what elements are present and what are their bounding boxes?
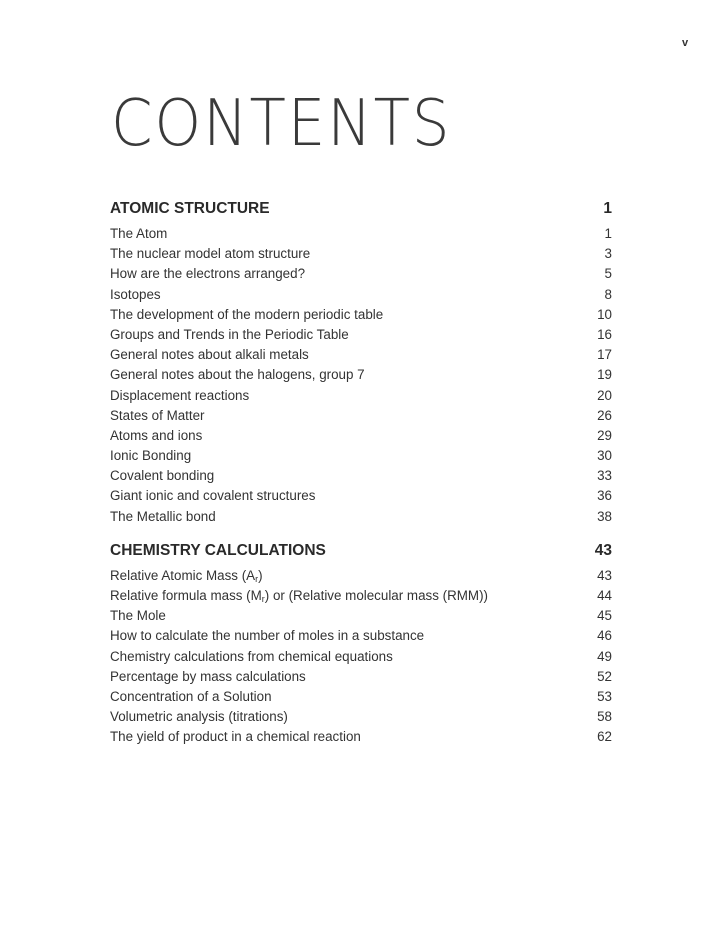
entry-label: Relative Atomic Mass $(A_r)$ bbox=[110, 567, 263, 584]
toc-entry[interactable] bbox=[110, 285, 612, 305]
entry-label: Percentage by mass calculations bbox=[110, 668, 306, 684]
entry-page: 49 bbox=[597, 648, 612, 664]
toc-entry[interactable] bbox=[110, 365, 612, 385]
entry-label: Relative formula mass $(M_r)$ or (Relative molecular mass (RMM)) bbox=[110, 588, 488, 604]
toc-entry[interactable] bbox=[110, 507, 612, 527]
entry-label: How are the electrons arranged? bbox=[110, 266, 306, 282]
toc-entry[interactable] bbox=[110, 264, 612, 284]
entry-page: 20 bbox=[597, 387, 612, 403]
entry-page: 43 bbox=[597, 567, 612, 583]
page-title: CONTENTS bbox=[111, 87, 452, 161]
toc-entry[interactable] bbox=[110, 566, 612, 586]
entry-page: 52 bbox=[597, 668, 612, 684]
entry-page: 17 bbox=[597, 347, 612, 363]
toc-section-atomic-structure bbox=[110, 199, 612, 527]
section-title: ATOMIC STRUCTURE bbox=[110, 200, 270, 217]
toc-entry[interactable] bbox=[110, 305, 612, 325]
section-heading[interactable] bbox=[110, 541, 612, 561]
entry-label: Displacement reactions bbox=[110, 387, 250, 403]
entry-page: 5 bbox=[604, 266, 612, 282]
toc-entry[interactable] bbox=[110, 606, 612, 626]
entry-page: 8 bbox=[604, 286, 612, 302]
entry-label: Groups and Trends in the Periodic Table bbox=[110, 326, 349, 342]
entry-page: 26 bbox=[597, 407, 612, 423]
entry-label: The nuclear model atom structure bbox=[110, 246, 311, 262]
entry-page: 16 bbox=[597, 326, 612, 342]
section-title: CHEMISTRY CALCULATIONS bbox=[110, 541, 326, 559]
toc-entry[interactable] bbox=[110, 727, 612, 747]
entry-label: Covalent bonding bbox=[110, 468, 215, 484]
entry-page: 58 bbox=[597, 709, 612, 725]
entry-label: Giant ionic and covalent structures bbox=[110, 488, 316, 504]
toc-entry[interactable] bbox=[110, 446, 612, 466]
entry-label: The Atom bbox=[110, 226, 168, 241]
toc-section-chemistry-calculations bbox=[110, 541, 612, 748]
entry-label: Ionic Bonding bbox=[110, 448, 192, 464]
entry-label: The yield of product in a chemical reaction bbox=[110, 729, 361, 745]
entry-label: Concentration of a Solution bbox=[110, 688, 272, 704]
entry-page: 30 bbox=[597, 448, 612, 464]
entry-label: States of Matter bbox=[110, 407, 205, 423]
toc-entry[interactable] bbox=[110, 386, 612, 406]
entry-page: 33 bbox=[597, 468, 612, 484]
entry-label: Chemistry calculations from chemical equations bbox=[110, 648, 393, 664]
entry-page: 53 bbox=[597, 688, 612, 704]
entry-label: General notes about the halogens, group 7 bbox=[110, 367, 365, 383]
section-page: 1 bbox=[603, 200, 612, 217]
entry-label: How to calculate the number of moles in a substance bbox=[110, 628, 425, 644]
entry-page: 1 bbox=[604, 226, 612, 241]
entry-label: General notes about alkali metals bbox=[110, 347, 309, 363]
entry-page: 38 bbox=[597, 508, 612, 524]
entry-page: 44 bbox=[597, 588, 612, 603]
entry-page: 3 bbox=[604, 246, 612, 262]
toc-entry[interactable] bbox=[110, 345, 612, 365]
entry-label: The Mole bbox=[110, 608, 166, 624]
toc-entry[interactable] bbox=[110, 224, 612, 244]
entry-label: Volumetric analysis (titrations) bbox=[110, 709, 288, 725]
page-number: v bbox=[682, 37, 689, 49]
entry-page: 29 bbox=[597, 427, 612, 443]
entry-page: 36 bbox=[597, 488, 612, 504]
entry-page: 45 bbox=[597, 608, 612, 624]
section-heading[interactable] bbox=[110, 199, 612, 219]
entry-page: 46 bbox=[597, 628, 612, 644]
toc-entry[interactable] bbox=[110, 426, 612, 446]
toc-entry[interactable] bbox=[110, 707, 612, 727]
table-of-contents bbox=[110, 199, 612, 748]
toc-entry[interactable] bbox=[110, 647, 612, 667]
toc-entry[interactable] bbox=[110, 466, 612, 486]
toc-entry[interactable] bbox=[110, 406, 612, 426]
entry-page: 19 bbox=[597, 367, 612, 383]
entry-page: 10 bbox=[597, 306, 612, 322]
entry-label: The Metallic bond bbox=[110, 508, 216, 524]
toc-entry[interactable] bbox=[110, 687, 612, 707]
section-page: 43 bbox=[594, 541, 612, 559]
toc-entry[interactable] bbox=[110, 486, 612, 506]
entry-label: Isotopes bbox=[110, 286, 161, 302]
toc-entry[interactable] bbox=[110, 586, 612, 606]
toc-entry[interactable] bbox=[110, 325, 612, 345]
toc-entry[interactable] bbox=[110, 244, 612, 264]
entry-label: The development of the modern periodic table bbox=[110, 306, 384, 322]
toc-entry[interactable] bbox=[110, 626, 612, 646]
entry-page: 62 bbox=[597, 729, 612, 745]
toc-entry[interactable] bbox=[110, 667, 612, 687]
entry-label: Atoms and ions bbox=[110, 427, 203, 443]
